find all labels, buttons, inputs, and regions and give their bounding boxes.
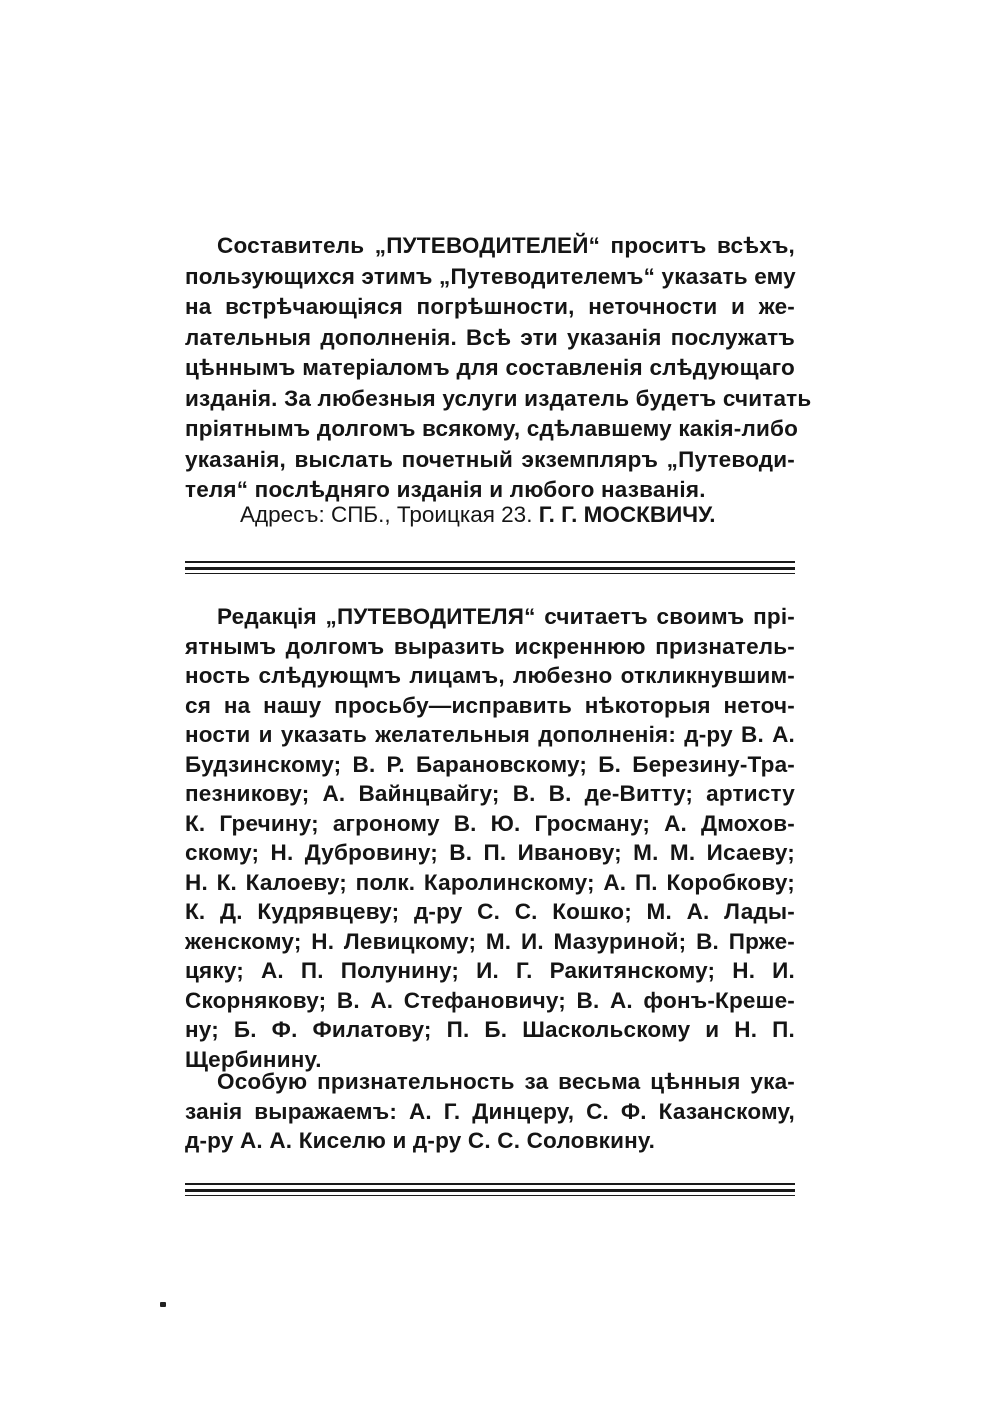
acknowledgement-line: женскому; Н. Левицкому; М. И. Мазуриной; В. Прже- — [185, 928, 795, 954]
compiler-notice — [185, 231, 812, 506]
acknowledgement-line: Н. К. Калоеву; полк. Каролинскому; А. П. Коробкову; — [185, 869, 795, 895]
acknowledgement — [185, 602, 795, 1074]
compiler-notice-line: пріятнымъ долгомъ всякому, сдѣлавшему какія-либо — [185, 416, 799, 441]
special-thanks — [185, 1067, 795, 1156]
acknowledgement-line: ну; Б. Ф. Филатову; П. Б. Шаскольскому и Н. П. — [185, 1017, 795, 1042]
compiler-notice-line: изданія. За любезныя услуги издатель будетъ считать — [185, 385, 812, 411]
special-thanks-line: д-ру А. А. Киселю и д-ру С. С. Соловкину. — [185, 1128, 656, 1153]
print-speck — [160, 1302, 166, 1307]
acknowledgement-line: Скорнякову; В. А. Стефановичу; В. А. фонъ-Крешe- — [185, 987, 795, 1013]
compiler-notice-line: цѣннымъ матеріаломъ для составленія слѣдующаго — [185, 355, 795, 380]
acknowledgement-line: ся на нашу просьбу—исправить нѣкоторыя неточ- — [185, 692, 795, 718]
compiler-notice-line: пользующихся этимъ „Путеводителемъ“ указать ему — [185, 263, 796, 289]
compiler-notice-line: лательныя дополненія. Всѣ эти указанія послужатъ — [185, 324, 795, 350]
address-prefix: Адресъ: СПБ., Троицкая 23. — [240, 502, 533, 527]
special-thanks-line: занія выражаемъ: А. Г. Динцеру, С. Ф. Казанскому, — [185, 1098, 795, 1124]
double-rule-divider — [185, 561, 795, 574]
compiler-notice-line: Составитель „ПУТЕВОДИТЕЛЕЙ“ проситъ всѣхъ, — [217, 233, 795, 258]
acknowledgement-line: ятнымъ долгомъ выразить искреннюю признатель- — [185, 633, 795, 659]
acknowledgement-line: скому; Н. Дубровину; В. П. Иванову; М. М. Исаеву; — [185, 840, 795, 865]
acknowledgement-line: К. Гречину; агроному В. Ю. Гросману; А. Дмохов- — [185, 810, 795, 836]
compiler-notice-line: на встрѣчающіяся погрѣшности, неточности и же- — [185, 294, 795, 319]
publisher-address — [240, 500, 716, 530]
special-thanks-line: Особую признательность за весьма цѣнныя ука- — [217, 1069, 795, 1094]
double-rule-divider — [185, 1183, 795, 1196]
compiler-notice-line: указанія, выслать почетный экземпляръ „Путеводи- — [185, 446, 795, 472]
acknowledgement-line: цяку; А. П. Полунину; И. Г. Ракитянскому; Н. И. — [185, 958, 795, 983]
acknowledgement-line: Щербинину. — [185, 1046, 322, 1072]
acknowledgement-line: ности и указать желательныя дополненія: д-ру В. А. — [185, 722, 795, 747]
acknowledgement-line: ность слѣдующмъ лицамъ, любезно откликнувшим- — [185, 663, 795, 688]
acknowledgement-line: пезникову; А. Вайнцвайгу; В. В. де-Витту; артисту — [185, 781, 795, 806]
acknowledgement-line: Редакція „ПУТЕВОДИТЕЛЯ“ считаетъ своимъ прі- — [217, 604, 795, 629]
acknowledgement-line: К. Д. Кудрявцеву; д-ру С. С. Кошко; М. А. Лады- — [185, 899, 795, 924]
acknowledgement-line: Будзинскому; В. Р. Барановскому; Б. Березину-Тра- — [185, 751, 795, 777]
compiler-notice-line: теля“ послѣдняго изданія и любого названія. — [185, 477, 706, 502]
address-name: Г. Г. МОСКВИЧУ. — [538, 502, 716, 527]
